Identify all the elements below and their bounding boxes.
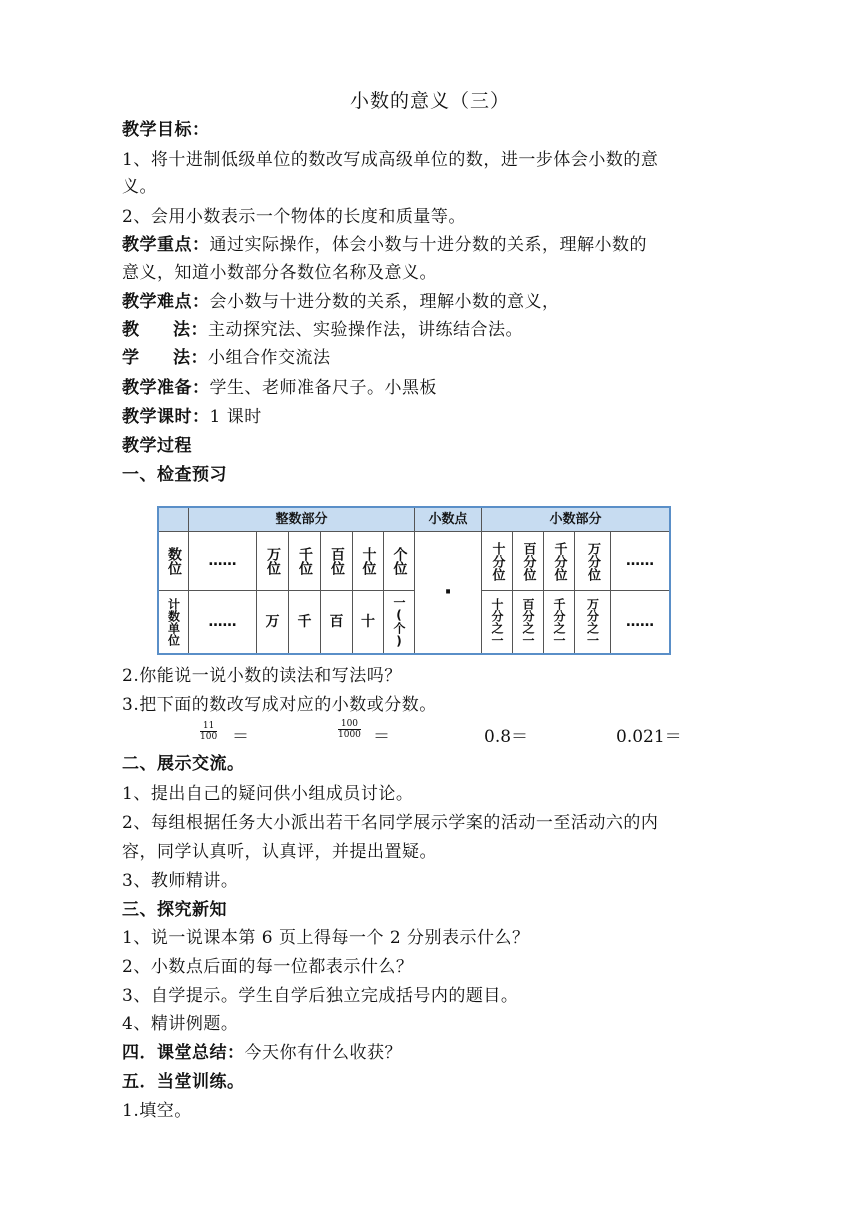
- teaching-method-label-2: 法：: [173, 320, 208, 340]
- row-head-places: 数位: [159, 532, 189, 591]
- place-dec-3: 万分位: [575, 532, 611, 591]
- decimal-part-header: 小数部分: [482, 508, 669, 532]
- decimal-2: 0.021＝: [616, 727, 682, 747]
- learning-method: [122, 346, 742, 370]
- unit-dec-1: 百分之一: [513, 591, 544, 653]
- fraction-1-numerator: 11: [200, 721, 217, 732]
- place-int-4: 个位: [384, 532, 415, 591]
- key-points-label: 教学重点：: [122, 235, 210, 255]
- section-4: [122, 1041, 742, 1065]
- fraction-2-denominator: 1000: [338, 730, 361, 740]
- section-2-heading: 二、展示交流。: [122, 754, 245, 774]
- difficulty-label: 教学难点：: [122, 292, 210, 312]
- goal-item-1-line-2: 义。: [122, 177, 157, 197]
- section-5-heading: 五．当堂训练。: [122, 1072, 245, 1092]
- place-dec-0: 十分位: [482, 532, 513, 591]
- key-points-text: 通过实际操作，体会小数与十进分数的关系，理解小数的: [209, 235, 647, 255]
- learning-method-label-2: 法：: [173, 348, 208, 368]
- place-value-table: [157, 506, 671, 655]
- preparation-label: 教学准备：: [122, 378, 210, 398]
- section-3-item-2: 2、小数点后面的每一位都表示什么？: [122, 957, 414, 977]
- dec-ellipsis-units: ……: [626, 613, 654, 630]
- page-title: 小数的意义（三）: [349, 90, 510, 112]
- goals-heading: 教学目标：: [122, 120, 210, 140]
- place-dec-2: 千分位: [544, 532, 575, 591]
- class-hours-label: 教学课时：: [122, 407, 210, 427]
- section-2-item-3: 3、教师精讲。: [122, 871, 239, 891]
- place-int-0: 万位: [257, 532, 289, 591]
- teaching-method-text: 主动探究法、实验操作法，讲练结合法。: [208, 320, 523, 340]
- preparation-text: 学生、老师准备尺子。小黑板: [209, 378, 437, 398]
- section-3-item-4: 4、精讲例题。: [122, 1014, 239, 1034]
- place-int-1: 千位: [289, 532, 321, 591]
- fraction-2: [338, 719, 361, 740]
- question-2: 2.你能说一说小数的读法和写法吗？: [122, 666, 402, 686]
- unit-int-2: 百: [321, 591, 353, 653]
- fraction-1-denominator: 100: [200, 732, 218, 742]
- decimal-1: 0.8＝: [484, 727, 529, 747]
- process-heading: 教学过程: [122, 436, 192, 456]
- section-5-item-1: 1.填空。: [122, 1101, 192, 1121]
- difficulty: [122, 290, 742, 314]
- section-2-item-2-line-2: 容，同学认真听，认真评，并提出置疑。: [122, 842, 437, 862]
- key-points-line-2: 意义，知道小数部分各数位名称及意义。: [122, 263, 437, 283]
- integer-part-header: 整数部分: [189, 508, 415, 532]
- unit-int-1: 千: [289, 591, 321, 653]
- learning-method-label: 学: [122, 348, 140, 368]
- section-1-heading: 一、检查预习: [122, 465, 227, 485]
- section-4-label: 四．课堂总结：: [122, 1043, 245, 1063]
- preparation: [122, 376, 742, 400]
- dec-ellipsis-places: ……: [611, 532, 669, 591]
- teaching-method: [122, 318, 742, 342]
- fraction-1: [200, 721, 217, 742]
- table-corner: [159, 508, 189, 532]
- int-ellipsis-units: ……: [189, 591, 257, 653]
- question-3: 3.把下面的数改写成对应的小数或分数。: [122, 695, 437, 715]
- section-3-heading: 三、探究新知: [122, 900, 227, 920]
- unit-int-0: 万: [257, 591, 289, 653]
- learning-method-text: 小组合作交流法: [208, 348, 331, 368]
- fraction-2-numerator: 100: [338, 719, 361, 730]
- unit-dec-0: 十分之一: [482, 591, 513, 653]
- goal-item-1-line-1: 1、将十进制低级单位的数改写成高级单位的数，进一步体会小数的意: [122, 150, 659, 170]
- key-points: [122, 233, 742, 257]
- section-2-item-2-line-1: 2、每组根据任务大小派出若干名同学展示学案的活动一至活动六的内: [122, 813, 659, 833]
- goal-item-2: 2、会用小数表示一个物体的长度和质量等。: [122, 207, 466, 227]
- unit-dec-3: 万分之一: [575, 591, 611, 653]
- row-head-units: 计数单位: [159, 591, 189, 653]
- class-hours-text: 1 课时: [209, 407, 262, 427]
- place-int-3: 十位: [353, 532, 384, 591]
- int-ellipsis-places: ……: [189, 532, 257, 591]
- unit-int-3: 十: [353, 591, 384, 653]
- unit-dec-2: 千分之一: [544, 591, 575, 653]
- decimal-point-dot: ·: [415, 532, 482, 653]
- teaching-method-label: 教: [122, 320, 140, 340]
- place-dec-1: 百分位: [513, 532, 544, 591]
- equals-2: ＝: [373, 727, 390, 747]
- decimal-point-header: 小数点: [415, 508, 482, 532]
- place-int-2: 百位: [321, 532, 353, 591]
- class-hours: [122, 405, 742, 429]
- section-3-item-1: 1、说一说课本第 6 页上得每一个 2 分别表示什么？: [122, 928, 530, 948]
- section-4-text: 今天你有什么收获？: [244, 1043, 402, 1063]
- section-2-item-1: 1、提出自己的疑问供小组成员讨论。: [122, 784, 414, 804]
- unit-int-4: 一(个): [384, 591, 415, 653]
- difficulty-text: 会小数与十进分数的关系，理解小数的意义，: [209, 292, 560, 312]
- equals-1: ＝: [232, 727, 249, 747]
- section-3-item-3: 3、自学提示。学生自学后独立完成括号内的题目。: [122, 986, 519, 1006]
